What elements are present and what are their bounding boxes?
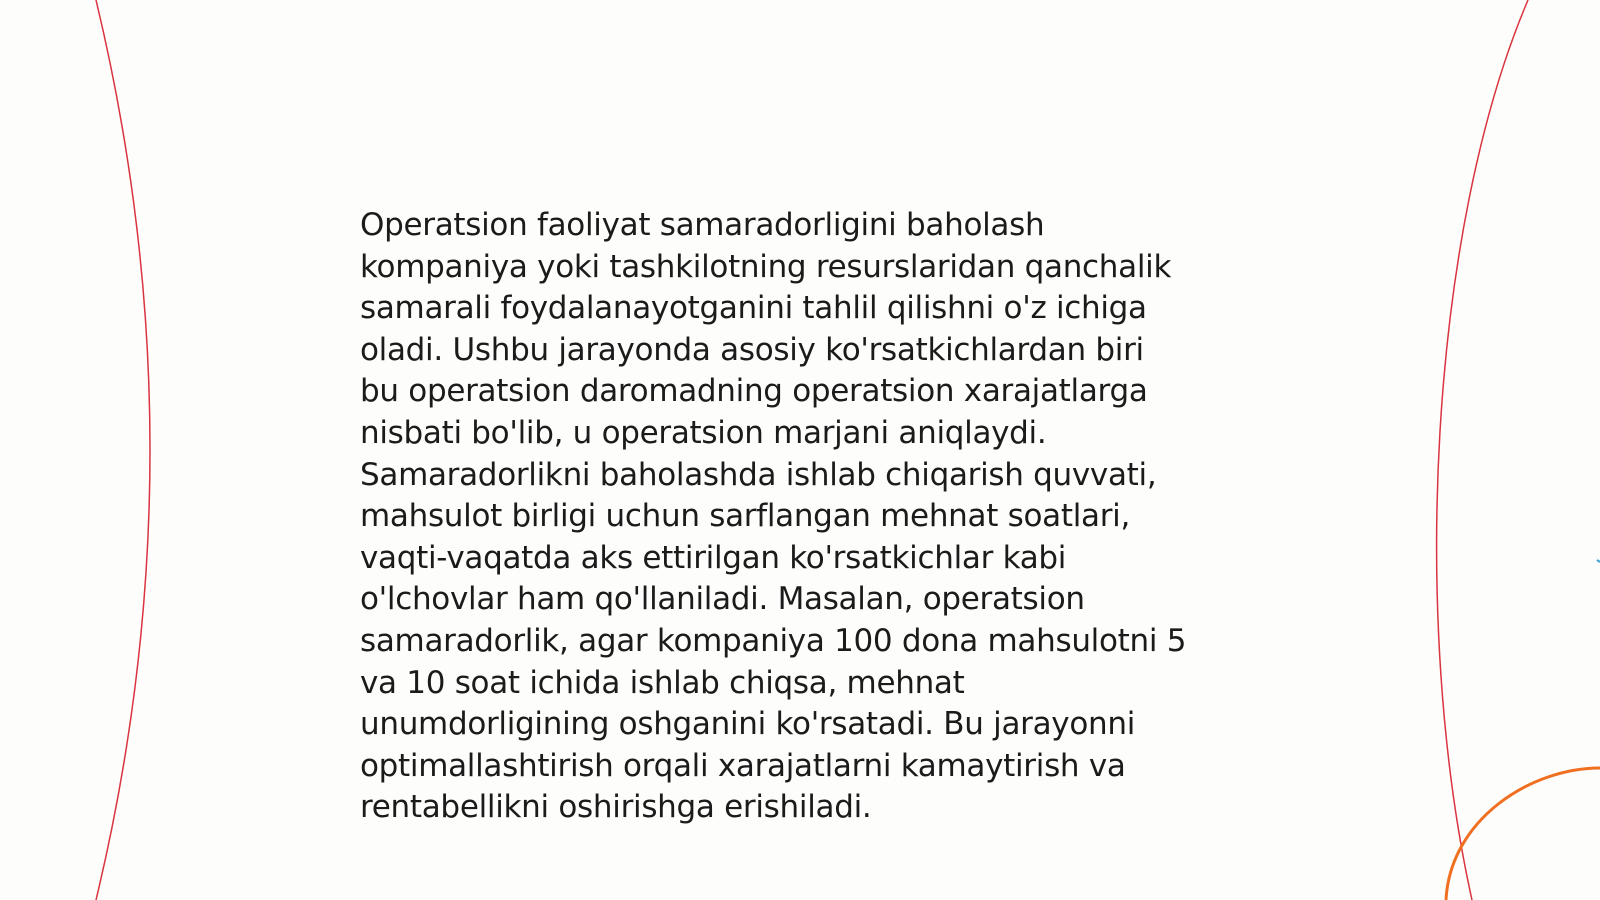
text-line: samarali foydalanayotganini tahlil qilishni o'z ichiga [360, 290, 1147, 327]
text-line: va 10 soat ichida ishlab chiqsa, mehnat [360, 664, 965, 701]
text-line: o'lchovlar ham qo'llaniladi. Masalan, operatsion [360, 581, 1085, 618]
body-paragraph [360, 205, 1260, 829]
right-curve-decoration [1437, 0, 1528, 900]
orange-arc-decoration [1446, 768, 1600, 900]
text-line: bu operatsion daromadning operatsion xarajatlarga [360, 373, 1148, 410]
text-line: oladi. Ushbu jarayonda asosiy ko'rsatkichlardan biri [360, 331, 1144, 368]
text-line: rentabellikni oshirishga erishiladi. [360, 789, 872, 826]
text-line: mahsulot birligi uchun sarflangan mehnat soatlari, [360, 498, 1131, 535]
text-line: nisbati bo'lib, u operatsion marjani aniqlaydi. [360, 414, 1047, 451]
text-line: Operatsion faoliyat samaradorligini baholash [360, 207, 1045, 243]
text-line: Samaradorlikni baholashda ishlab chiqarish quvvati, [360, 456, 1157, 493]
text-line: kompaniya yoki tashkilotning resurslaridan qanchalik [360, 248, 1172, 285]
left-curve-decoration [96, 0, 150, 900]
text-line: unumdorligining oshganini ko'rsatadi. Bu jarayonni [360, 706, 1136, 743]
text-line: vaqti-vaqatda aks ettirilgan ko'rsatkichlar kabi [360, 539, 1067, 576]
text-line: samaradorlik, agar kompaniya 100 dona mahsulotni 5 [360, 622, 1187, 659]
text-line: optimallashtirish orqali xarajatlarni kamaytirish va [360, 747, 1126, 784]
